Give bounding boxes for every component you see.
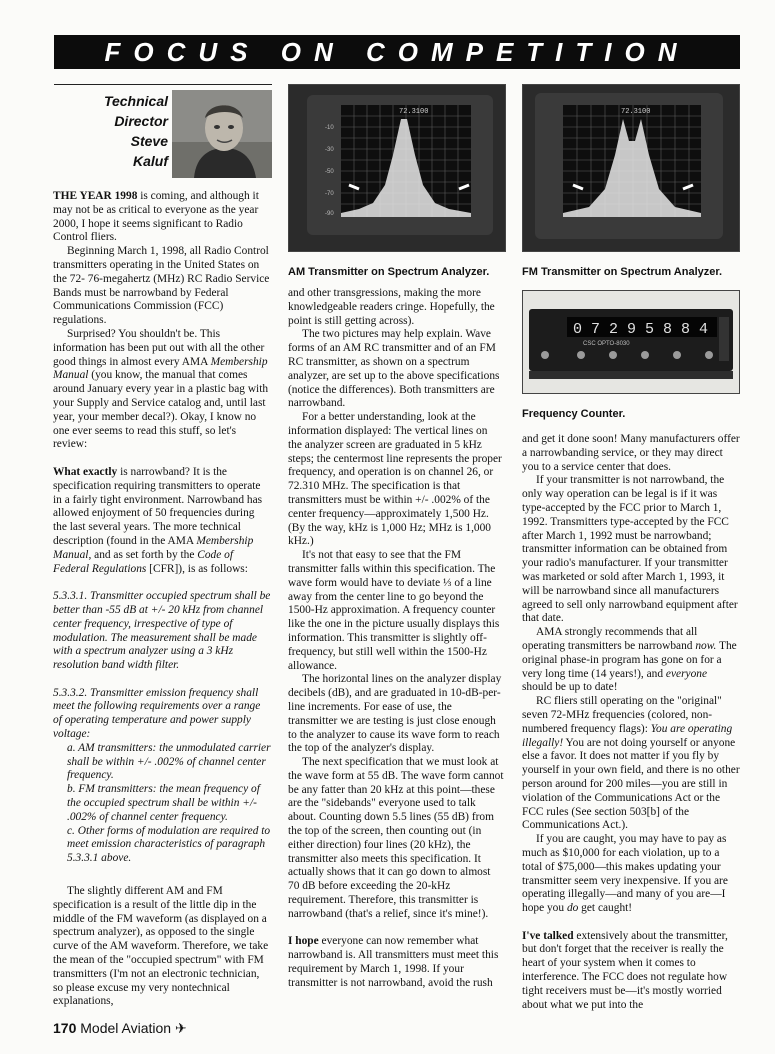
author-photo [172,90,272,178]
fm-freq-readout: 72.3100 [621,108,651,116]
paragraph: The next specification that we must look at the wave form at 55 dB. The wave form cannot be any fatter than 20 kHz at this point—these are the "sidebands" everyone used to talk about. Counting down 5.5 lines (55 dB) from the top of the screen, then counting out (in either direction) four lines (20 kHz), the transmitter also meets this specification. It actually shows that it can go down to almost 70 dB before exceeding the 20-kHz requirement. Therefore, this transmitter is narrowband (that's a relief, since it's mine!). [288,756,504,920]
page-number: 170 [53,1020,77,1036]
svg-text:-70: -70 [325,191,334,197]
am-freq-readout: 72.3100 [399,108,429,116]
svg-text:-90: -90 [325,211,334,217]
paragraph: If you are caught, you may have to pay as much as $10,000 for each violation, up to a total of $75,000—this makes updating your transmitter seem very inexpensive. If you are operating illegally—and many of you are—I hope you do get caught! [522,833,728,915]
fm-analyzer-photo [522,84,740,252]
paragraph: THE YEAR 1998 is coming, and although it may not be as critical to everyone as the year 2000, I hope it seems significant to Radio Control fliers. [53,190,259,244]
article-column-3 [522,433,740,1012]
counter-device [523,291,739,393]
paragraph: RC fliers still operating on the "original" seven 72-MHz frequencies (colored, non-numbered frequency flags): You are operating illegally! You are not doing yourself or anyone else a favor. It does not matter if you fly by yourself in your own field, and there is no other person around for 200 miles—you are still in violation of the Communications Act or the FCC rules (See section 503[b] of the Communications Act.). [522,695,740,832]
paragraph: I've talked extensively about the transmitter, but don't forget that the receiver is really the heart of your system when it comes to interference. The FCC does not regulate how tight receivers must be—it's mostly worried about what we put into the [522,929,728,1011]
spec-item: c. Other forms of modulation are required to meet emission characteristics of paragraph 5.3.3.1 above. [67,824,271,865]
counter-display: 0 7 2 9 5 8 8 4 [573,321,709,338]
paragraph: For a better understanding, look at the information displayed: The vertical lines on the analyzer screen are graduated in 5 kHz steps; the centermost line represents the proper frequency, and operation is on channel 26, or 72.310 MHz. The specification is that transmitters must be within +/- .002% of the center frequency—approximately 1,500 Hz. (By the way, kHz is 1,000 Hz; MHz is 1,000 kHz.) [288,411,502,548]
paragraph: I hope everyone can now remember what narrowband is. All transmitters must meet this requirement by March 1, 1998. If your transmitter is not narrowband, avoid the rush [288,935,499,989]
paragraph: The two pictures may help explain. Wave forms of an AM RC transmitter and of an FM RC transmitter, as shown on a spectrum analyzer, are set up to the above specifications (notice the differences). Both transmitters are narrowband. [288,328,500,410]
paragraph: AMA strongly recommends that all operating transmitters be narrowband now. The original phase-in program has gone on for a very long time (14 years!), and everyone should be up to date! [522,626,737,694]
spec-item: b. FM transmitters: the mean frequency of the occupied spectrum shall be within +/- .002% of channel center frequency. [67,783,260,823]
section-banner: FOCUS ON COMPETITION [54,35,740,69]
author-block [54,84,272,181]
airplane-icon: ✈ [174,1020,187,1036]
paragraph: What exactly is narrowband? It is the specification requiring transmitters to operate in a fairly tight environment. Narrowband has allowed enjoyment of 50 frequencies during the last several years. The more technical description (found in the AMA Membership Manual, and as set forth by the Code of Federal Regulations [CFR]), is as follows: [53,465,263,575]
svg-text:-50: -50 [325,169,334,175]
fm-photo-caption: FM Transmitter on Spectrum Analyzer. [522,266,723,278]
am-spectrum-display [289,85,505,251]
am-photo-caption: AM Transmitter on Spectrum Analyzer. [288,266,490,278]
am-analyzer-photo [288,84,506,252]
paragraph: The horizontal lines on the analyzer display decibels (dB), and are graduated in 10-dB-per-line increments. For ease of use, the transmitter we are testing is just close enough to the analyzer to cause its wave form to reach the top of the analyzer's display. [288,673,502,755]
spec-quote: 5.3.3.2. Transmitter emission frequency shall meet the following requirements over a range of operating temperature and power supply voltage: [53,686,261,741]
frequency-counter-photo [522,290,740,394]
svg-text:-10: -10 [325,125,334,131]
fm-spectrum-display [523,85,739,251]
article-column-2 [288,287,504,991]
paragraph: It's not that easy to see that the FM transmitter falls within this specification. The wave form would have to deviate ⅓ of a line away from the center line to go beyond the 1500-Hz approximation. A frequency counter like the one in the picture usually displays this information. This transmitter is slightly off-frequency, but still well within the 1500-Hz allowance. [288,549,500,672]
spec-quote: 5.3.3.1. Transmitter occupied spectrum shall be better than -55 dB at +/- 20 kHz from channel center frequency, irrespective of type of modulation. The measurement shall be made with a spectrum analyzer using a 3 kHz resolution band width filter. [53,590,271,672]
counter-brand: CSC OPTO-8030 [583,341,630,347]
article-column-1 [53,190,271,1009]
page-folio [53,1020,187,1037]
paragraph: and get it done soon! Many manufacturers offer a narrowbanding service, or they may direct you to a service center that does. [522,433,740,473]
svg-text:-30: -30 [325,147,334,153]
paragraph: The slightly different AM and FM specification is a result of the little dip in the middle of the FM waveform (as displayed on a spectrum analyzer), as opposed to the single curve of the AM waveform. Therefore, we take the mean of the "occupied spectrum" with FM transmitters (I'm not an electronic technician, so please excuse my very nontechnical explanations, [53,885,269,1008]
spec-item: a. AM transmitters: the unmodulated carrier shall be within +/- .002% of channel center frequency. [67,741,271,782]
paragraph: Surprised? You shouldn't be. This information has been put out with all the other good things in almost every AMA Membership Manual (you know, the manual that comes around January every year in a plastic bag with your Supply and Service catalog and, until last year, your member decal?). Okay, I know no one ever seems to read this stuff, so let's review: [53,327,269,451]
paragraph: Beginning March 1, 1998, all Radio Control transmitters operating in the United States on the 72- 76-megahertz (MHz) RC Radio Service Bands must be narrowband by Federal Communications Commission (FCC) regulations. [53,245,270,327]
paragraph: If your transmitter is not narrowband, the only way operation can be legal is if it was type-accepted by the FCC prior to March 1, 1992. Transmitters type-accepted by the FCC after March 1, 1992 must be narrowband; transmitter information can be obtained from your radio's manufacturer. If your transmitter was marketed or sold after March 1, 1993, it will be narrowband since all manufacturers agreed to sell only narrowband equipment after that date. [522,474,738,625]
author-title: Technical Director Steve Kaluf [103,93,168,169]
paragraph: and other transgressions, making the more knowledgeable readers cringe. Hopefully, the point is still getting across). [288,287,495,327]
magazine-name: Model Aviation [80,1020,172,1036]
counter-photo-caption: Frequency Counter. [522,408,626,420]
